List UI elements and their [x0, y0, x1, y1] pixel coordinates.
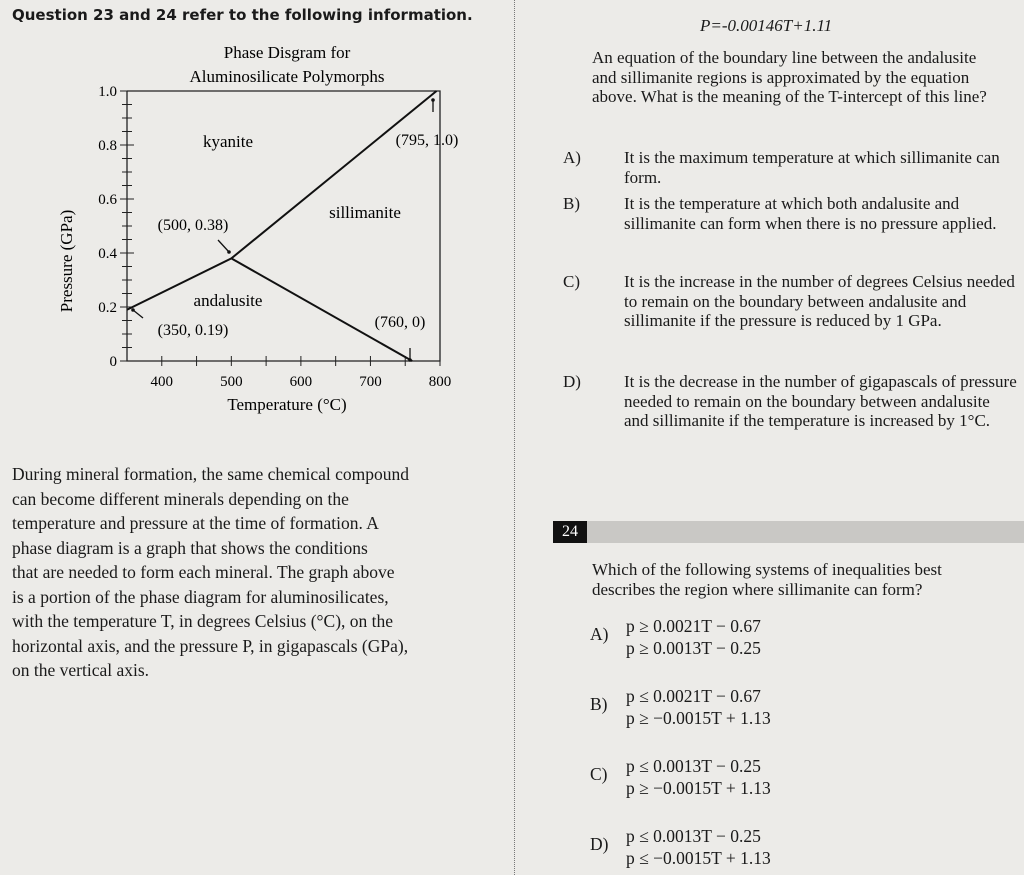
point-label: (760, 0) — [374, 314, 426, 331]
y-tick-label: 0.6 — [98, 192, 117, 208]
q23-stem: An equation of the boundary line between the andalusite and sillimanite regions is approximated by the equation above. What is the meaning of the T-intercept of this line? — [592, 48, 987, 106]
option-label: A) — [590, 624, 609, 644]
x-tick-label: 400 — [150, 374, 174, 390]
point-label: (350, 0.19) — [157, 322, 229, 339]
inequality-2: p ≥ 0.0013T − 0.25 — [626, 638, 761, 658]
q23-option-c[interactable] — [563, 272, 1018, 331]
option-text: It is the increase in the number of degrees Celsius needed to remain on the boundary between andalusite and sillimanite if the pressure is reduced by 1 GPa. — [624, 272, 1015, 330]
phase-diagram — [0, 30, 510, 430]
inequality-2: p ≤ −0.0015T + 1.13 — [626, 848, 771, 868]
passage-line: temperature and pressure at the time of formation. A — [12, 513, 379, 533]
option-text: It is the decrease in the number of gigapascals of pressure needed to remain on the boundary between andalusite and sillimanite if the temperature is increased by 1°C. — [624, 372, 1017, 430]
option-text: It is the maximum temperature at which sillimanite can form. — [624, 148, 1000, 187]
passage-line: phase diagram is a graph that shows the conditions — [12, 537, 368, 558]
option-label: A) — [563, 148, 581, 167]
q24-option-c[interactable] — [590, 752, 771, 802]
arrow-head-icon — [408, 358, 412, 362]
q23-option-b[interactable] — [563, 194, 1018, 233]
passage-line: horizontal axis, and the pressure P, in gigapascals (GPa), — [12, 635, 409, 656]
question-number-24: 24 — [553, 521, 587, 543]
passage-line: that are needed to form each mineral. The graph above — [12, 562, 395, 582]
passage — [12, 462, 409, 683]
y-tick-label: 0.8 — [98, 138, 117, 154]
option-label: D) — [590, 834, 609, 854]
q24-option-d[interactable] — [590, 822, 771, 872]
q24-option-b[interactable] — [590, 682, 771, 732]
arrow-icon — [133, 310, 143, 318]
inequality-1: p ≥ 0.0021T − 0.67 — [626, 616, 761, 636]
y-tick-label: 0 — [109, 354, 117, 370]
question-bar — [587, 521, 1024, 543]
x-tick-label: 800 — [428, 374, 452, 390]
option-text: It is the temperature at which both andalusite and sillimanite can form when there is no pressure applied. — [624, 194, 997, 233]
passage-line: on the vertical axis. — [12, 660, 150, 680]
arrow-head-icon — [431, 98, 435, 102]
point-label: (500, 0.38) — [157, 217, 229, 234]
region-label-kyanite: kyanite — [202, 132, 254, 151]
inequality-1: p ≤ 0.0013T − 0.25 — [626, 756, 761, 776]
inequality-1: p ≤ 0.0013T − 0.25 — [626, 826, 761, 846]
option-label: C) — [563, 272, 580, 291]
y-axis-label: Pressure (GPa) — [57, 209, 76, 313]
inequality-2: p ≥ −0.0015T + 1.13 — [626, 708, 771, 728]
passage-line: is a portion of the phase diagram for aluminosilicates, — [12, 586, 389, 607]
diagram-title-1: Phase Disgram for — [223, 43, 351, 62]
passage-line: with the temperature T, in degrees Celsius (°C), on the — [12, 611, 394, 631]
region-label-andalusite: andalusite — [193, 291, 263, 310]
x-tick-label: 500 — [220, 374, 243, 390]
x-tick-label: 700 — [359, 374, 382, 390]
passage-line: During mineral formation, the same chemical compound — [12, 464, 410, 484]
boundary-equation: P=-0.00146T+1.11 — [700, 16, 833, 35]
q23-option-d[interactable] — [563, 372, 1018, 431]
arrow-head-icon — [227, 250, 231, 254]
phase-boundary-line — [127, 91, 437, 310]
point-label: (795, 1.0) — [395, 132, 459, 149]
q24-stem: Which of the following systems of inequalities best describes the region where sillimanite can form? — [592, 560, 942, 599]
column-divider — [514, 0, 515, 875]
y-tick-label: 0.2 — [98, 300, 117, 316]
q24-option-a[interactable] — [590, 612, 761, 662]
diagram-title-2: Aluminosilicate Polymorphs — [189, 67, 385, 86]
inequality-1: p ≤ 0.0021T − 0.67 — [626, 686, 761, 706]
option-label: B) — [563, 194, 580, 213]
y-tick-label: 1.0 — [98, 84, 117, 100]
region-label-sillimanite: sillimanite — [329, 203, 401, 222]
x-tick-label: 600 — [289, 374, 313, 390]
y-tick-label: 0.4 — [98, 246, 117, 262]
arrow-icon — [218, 240, 229, 252]
inequality-2: p ≥ −0.0015T + 1.13 — [626, 778, 771, 798]
option-label: D) — [563, 372, 581, 391]
option-label: C) — [590, 764, 608, 784]
option-label: B) — [590, 694, 608, 714]
x-axis-label: Temperature (°C) — [227, 395, 347, 414]
q23-option-a[interactable] — [563, 148, 1018, 187]
arrow-head-icon — [131, 308, 135, 312]
passage-line: can become different minerals depending on the — [12, 488, 349, 509]
section-header: Question 23 and 24 refer to the following information. — [12, 6, 473, 24]
